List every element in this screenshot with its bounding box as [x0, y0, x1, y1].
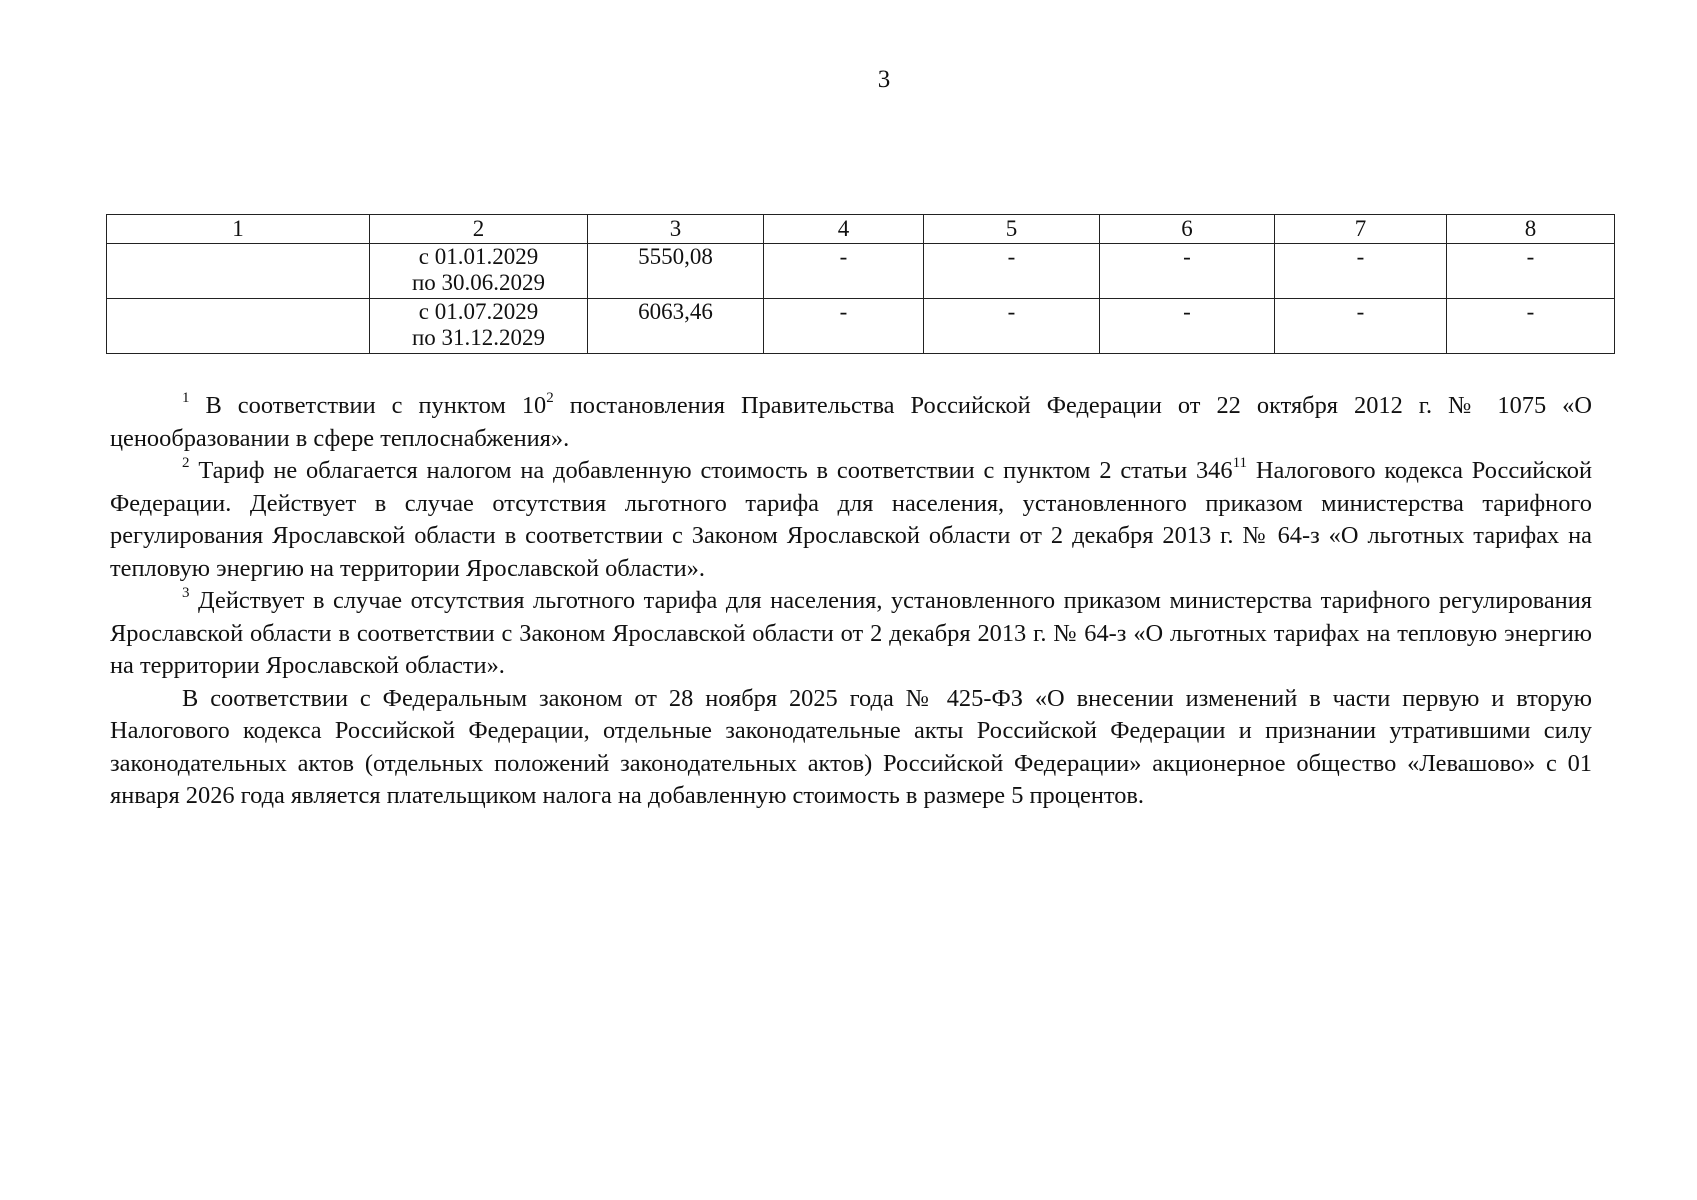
table-cell-col5: - — [924, 244, 1100, 299]
footnote-mark: 3 — [182, 584, 190, 601]
table-cell-period — [370, 244, 588, 299]
footnote-2 — [110, 455, 1592, 585]
table-header-row — [107, 215, 1615, 244]
table-cell-tariff: 6063,46 — [588, 299, 764, 354]
table-cell-col1 — [107, 299, 370, 354]
column-header: 6 — [1100, 215, 1275, 244]
table-cell-col7: - — [1275, 299, 1447, 354]
period-to: по 31.12.2029 — [411, 325, 546, 350]
footnote-text: Налогового кодекса Российской Федерации. Действует в случае отсутствия льготного тарифа для населения, установленного приказом министерства тарифного регулирования Ярославской области в соответствии с Законом Ярославской области от 2 декабря 2013 г. № 64-з «О льготных тарифах на тепловую энергию на территории Ярославской области». — [110, 457, 1592, 582]
table-cell-col8: - — [1447, 299, 1615, 354]
footnote-text: Тариф не облагается налогом на добавленную стоимость в соответствии с пунктом 2 статьи 346 — [189, 457, 1233, 484]
table-cell-col6: - — [1100, 244, 1275, 299]
period-to: по 30.06.2029 — [411, 270, 546, 295]
table-cell-col4: - — [764, 299, 924, 354]
table-row — [107, 299, 1615, 354]
footnote-mark: 1 — [182, 389, 190, 406]
table-cell-tariff: 5550,08 — [588, 244, 764, 299]
column-header: 7 — [1275, 215, 1447, 244]
footnote-text: Действует в случае отсутствия льготного тарифа для населения, установленного приказом министерства тарифного регулирования Ярославской области в соответствии с Законом Ярославской области от 2 декабря 2013 г. № 64-з «О льготных тарифах на тепловую энергию на территории Ярославской области». — [110, 587, 1592, 679]
tariff-table — [106, 214, 1615, 354]
column-header: 4 — [764, 215, 924, 244]
table-row — [107, 244, 1615, 299]
table-cell-col5: - — [924, 299, 1100, 354]
closing-paragraph: В соответствии с Федеральным законом от 28 ноября 2025 года № 425-ФЗ «О внесении изменений в части первую и вторую Налогового кодекса Российской Федерации, отдельные законодательные акты Российской Федерации и признании утратившими силу законодательных актов (отдельных положений законодательных актов) Российской Федерации» акционерное общество «Левашово» с 01 января 2026 года является плательщиком налога на добавленную стоимость в размере 5 процентов. — [110, 684, 1592, 809]
table-cell-col4: - — [764, 244, 924, 299]
table-cell-col1 — [107, 244, 370, 299]
table-cell-col6: - — [1100, 299, 1275, 354]
footnote-text: постановления Правительства Российской Федерации от 22 октября 2012 г. № 1075 «О ценообразовании в сфере теплоснабжения». — [110, 392, 1592, 452]
table-cell-col7: - — [1275, 244, 1447, 299]
page-number: 3 — [877, 66, 891, 93]
column-header: 2 — [370, 215, 588, 244]
footnote-text: В соответствии с пунктом 10 — [189, 392, 547, 419]
footnote-1 — [110, 390, 1592, 455]
footnotes-section — [110, 390, 1592, 813]
superscript: 11 — [1232, 454, 1248, 471]
column-header: 5 — [924, 215, 1100, 244]
column-header: 8 — [1447, 215, 1615, 244]
footnote-3 — [110, 585, 1592, 683]
period-from: с 01.07.2029 — [418, 299, 539, 324]
column-header: 1 — [107, 215, 370, 244]
footnote-mark: 2 — [182, 454, 190, 471]
superscript: 2 — [546, 389, 554, 406]
column-header: 3 — [588, 215, 764, 244]
period-from: с 01.01.2029 — [418, 244, 539, 269]
table-cell-col8: - — [1447, 244, 1615, 299]
table-cell-period — [370, 299, 588, 354]
